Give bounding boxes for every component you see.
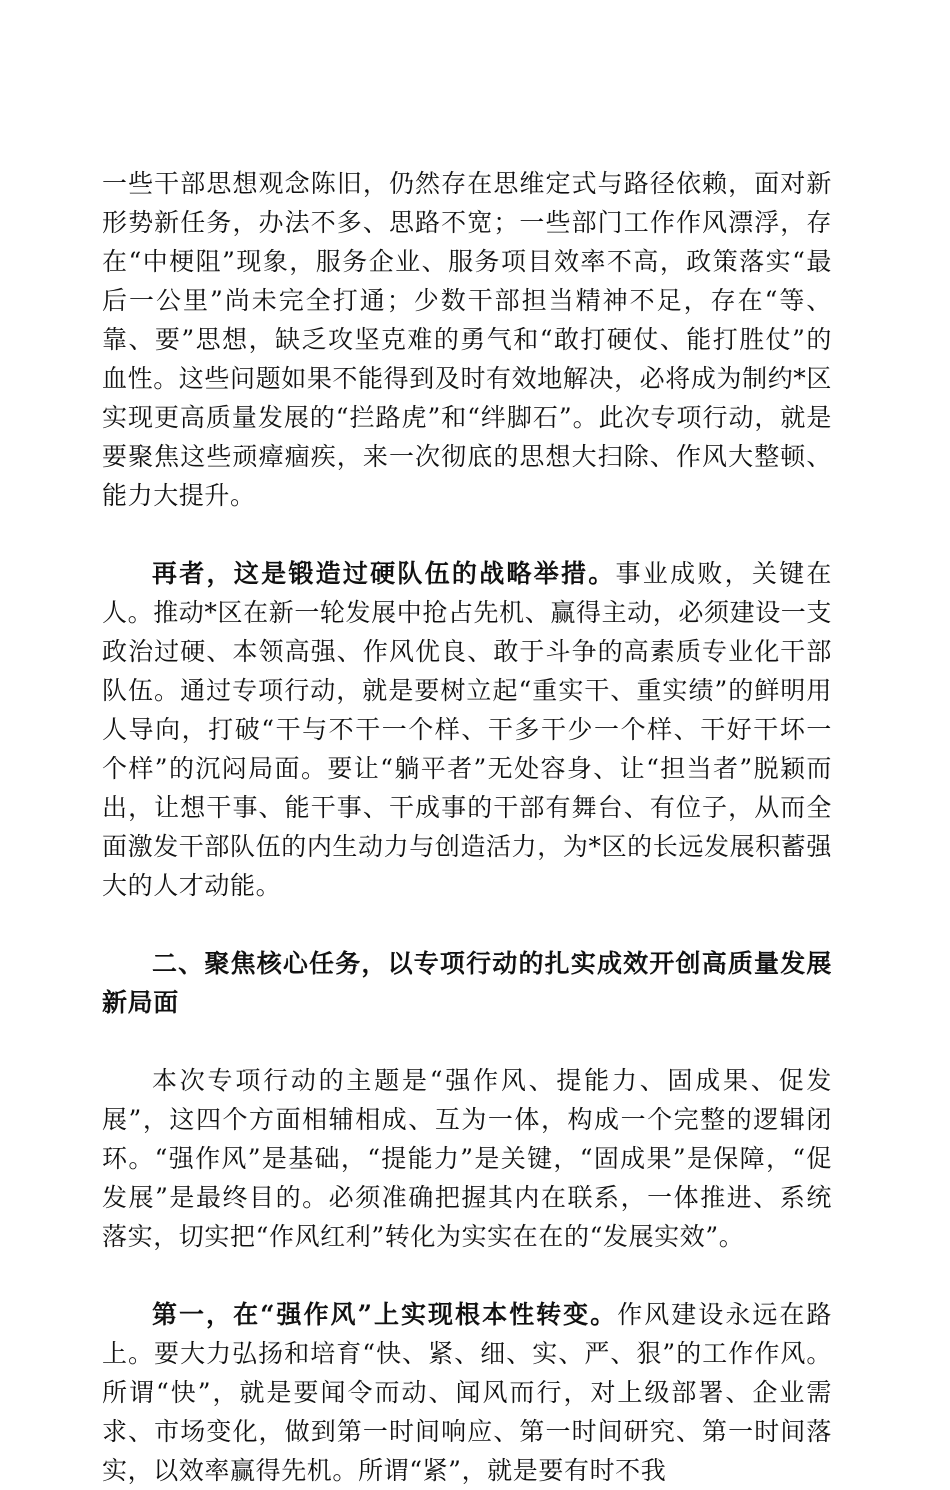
paragraph-problems: 一些干部思想观念陈旧，仍然存在思维定式与路径依赖，面对新形势新任务，办法不多、思路不宽；一些部门工作作风漂浮，存在“中梗阻”现象，服务企业、服务项目效率不高，政策落实“最后一公里”尚未完全打通；少数干部担当精神不足，存在“等、靠、要”思想，缺乏攻坚克难的勇气和“敢打硬仗、能打胜仗”的血性。这些问题如果不能得到及时有效地解决，必将成为制约*区实现更高质量发展的“拦路虎”和“绊脚石”。此次专项行动，就是要聚焦这些顽瘴痼疾，来一次彻底的思想大扫除、作风大整顿、能力大提升。 [102, 169, 832, 510]
paragraph-body: 事业成败，关键在人。推动*区在新一轮发展中抢占先机、赢得主动，必须建设一支政治过硬、本领高强、作风优良、敢于斗争的高素质专业化干部队伍。通过专项行动，就是要树立起“重实干、重实绩”的鲜明用人导向，打破“干与不干一个样、干多干少一个样、干好干坏一个样”的沉闷局面。要让“躺平者”无处容身、让“担当者”脱颖而出，让想干事、能干事、干成事的干部有舞台、有位子，从而全面激发干部队伍的内生动力与创造活力，为*区的长远发展积蓄强大的人才动能。 [102, 559, 832, 900]
section-heading-2: 二、聚焦核心任务，以专项行动的扎实成效开创高质量发展新局面 [102, 949, 832, 1017]
paragraph-body: 作风建设永远在路上。要大力弘扬和培育“快、紧、细、实、严、狠”的工作作风。所谓“快”，就是要闻令而动、闻风而行，对上级部署、企业需求、市场变化，做到第一时间响应、第一时间研究、第一时间落实，以效率赢得先机。所谓“紧”，就是要有时不我 [102, 1300, 832, 1485]
paragraph-team-building [102, 554, 832, 905]
document-page [102, 164, 832, 1490]
paragraph-lead-sentence: 第一，在“强作风”上实现根本性转变。 [152, 1300, 618, 1329]
paragraph-lead-sentence: 再者，这是锻造过硬队伍的战略举措。 [152, 559, 616, 588]
paragraph-style [102, 1295, 832, 1490]
paragraph-theme: 本次专项行动的主题是“强作风、提能力、固成果、促发展”，这四个方面相辅相成、互为一体，构成一个完整的逻辑闭环。“强作风”是基础，“提能力”是关键，“固成果”是保障，“促发展”是最终目的。必须准确把握其内在联系，一体推进、系统落实，切实把“作风红利”转化为实实在在的“发展实效”。 [102, 1066, 832, 1251]
